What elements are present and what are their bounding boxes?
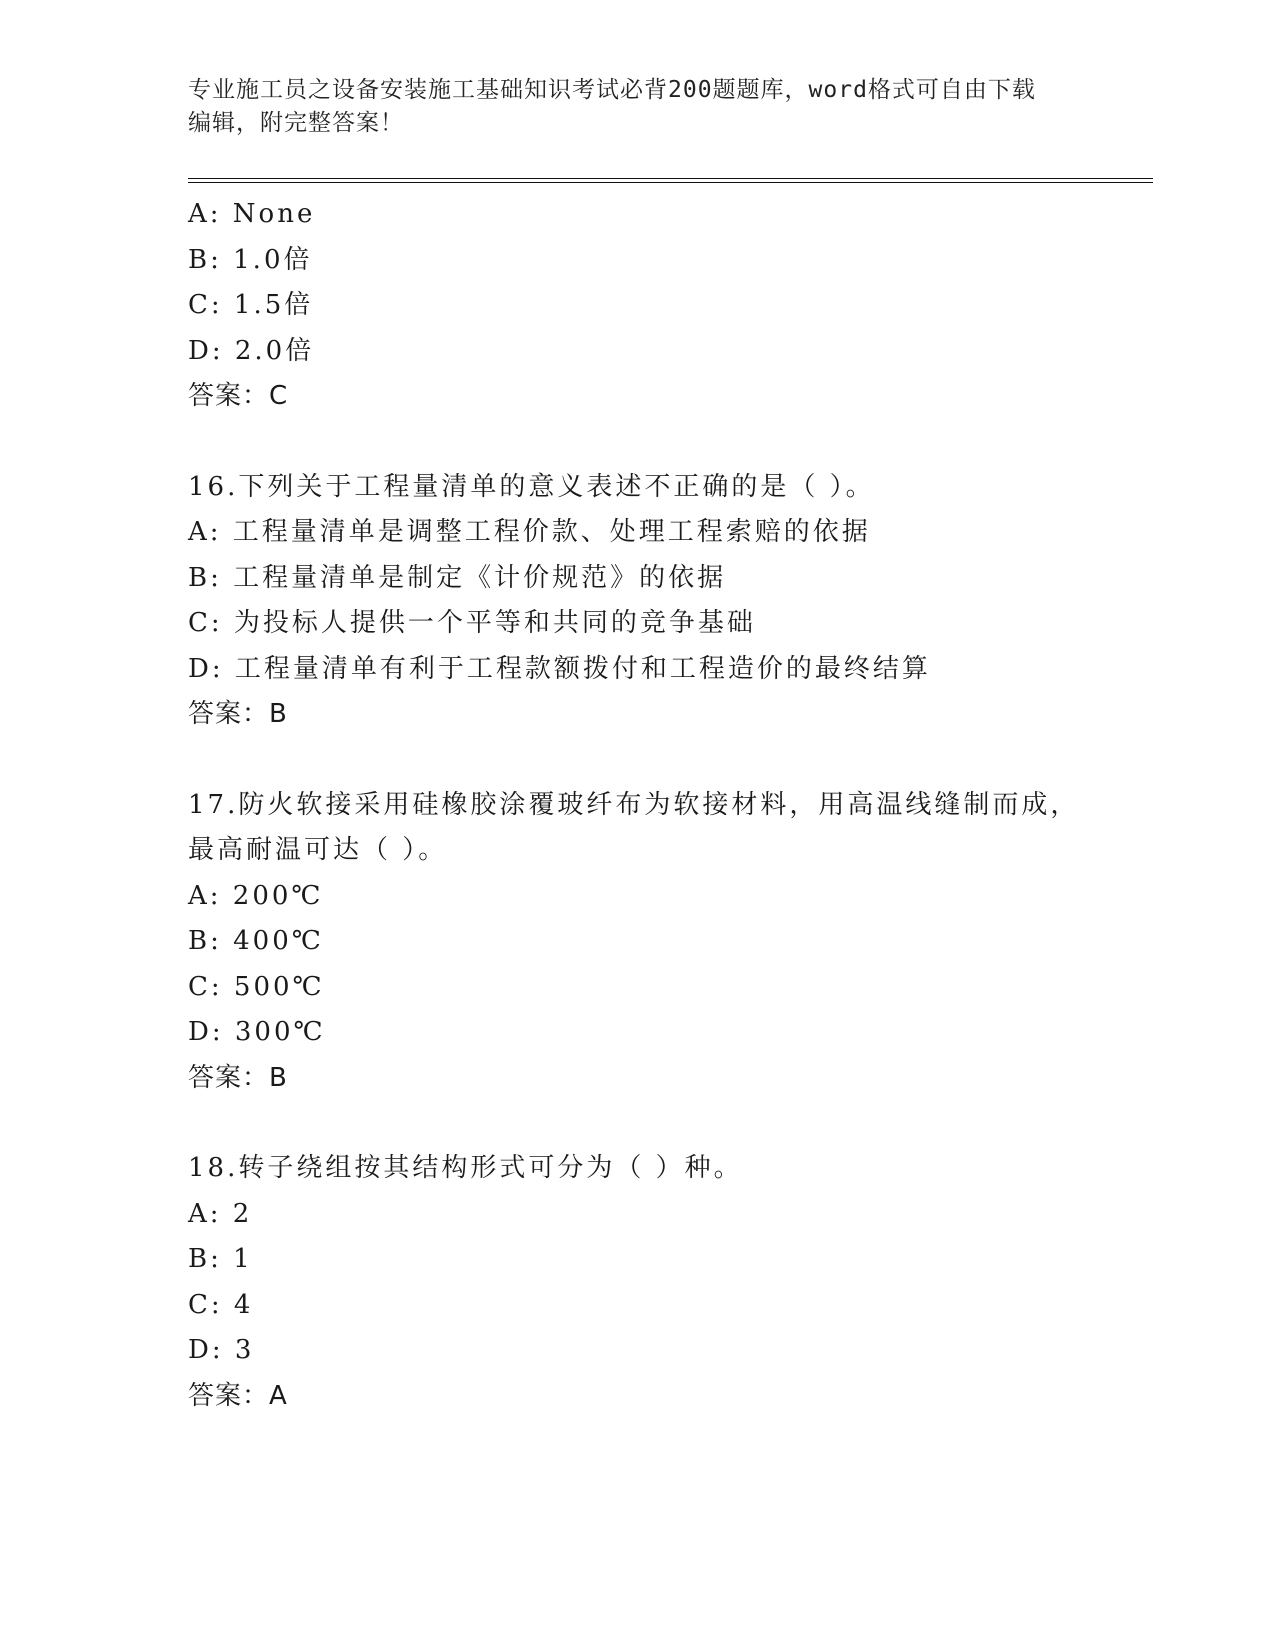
header-title-line-2: 编辑，附完整答案！ [188, 110, 404, 136]
option-b: B: 工程量清单是制定《计价规范》的依据 [188, 562, 727, 593]
answer-line: 答案：B [188, 1062, 288, 1093]
option-a: A: 200℃ [188, 880, 324, 911]
question-stem: 18.转子绕组按其结构形式可分为（ ）种。 [188, 1153, 743, 1183]
option-d: D: 3 [188, 1335, 255, 1365]
option-c: C: 4 [188, 1289, 254, 1320]
option-d: D: 工程量清单有利于工程款额拨付和工程造价的最终结算 [188, 653, 931, 684]
question-stem-line-2: 最高耐温可达（ ）。 [188, 835, 448, 865]
answer-line: 答案：B [188, 699, 288, 729]
option-a: A: None [188, 199, 316, 229]
option-a: A: 2 [188, 1198, 253, 1229]
question-stem: 16.下列关于工程量清单的意义表述不正确的是（ ）。 [188, 471, 875, 502]
option-b: B: 400℃ [188, 926, 324, 956]
question-stem-line-1: 17.防火软接采用硅橡胶涂覆玻纤布为软接材料，用高温线缝制而成， [188, 789, 1080, 820]
option-b: B: 1.0倍 [188, 244, 313, 275]
question-content [188, 192, 1168, 1419]
question-16 [188, 465, 1168, 738]
question-17 [188, 783, 1168, 1102]
answer-line: 答案：A [188, 1380, 288, 1411]
option-a: A: 工程量清单是调整工程价款、处理工程索赔的依据 [188, 517, 871, 547]
header-divider [188, 178, 1153, 183]
option-c: C: 为投标人提供一个平等和共同的竞争基础 [188, 608, 756, 638]
answer-line: 答案：C [188, 381, 289, 411]
option-d: D: 2.0倍 [188, 335, 315, 366]
option-b: B: 1 [188, 1244, 253, 1274]
header-title-line-1: 专业施工员之设备安装施工基础知识考试必背200题题库，word格式可自由下载 [188, 77, 1036, 103]
question-18 [188, 1146, 1168, 1419]
option-d: D: 300℃ [188, 1017, 326, 1047]
option-c: C: 1.5倍 [188, 290, 314, 320]
page-header [188, 74, 1078, 140]
option-c: C: 500℃ [188, 971, 325, 1002]
question-15-tail [188, 192, 1168, 420]
